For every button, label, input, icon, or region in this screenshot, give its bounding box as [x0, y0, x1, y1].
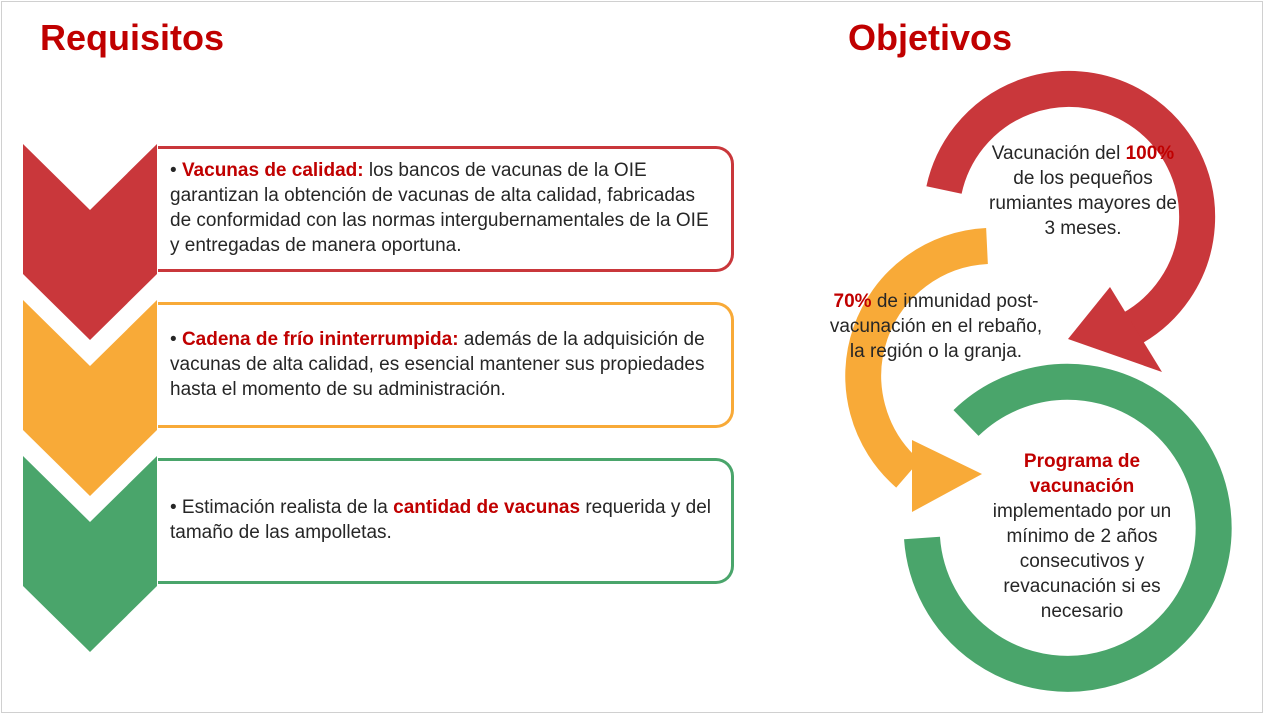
requirement-highlight-cold-chain: Cadena de frío ininterrumpida:: [181, 329, 459, 350]
requirement-before-quantity: Estimación realista de la: [176, 497, 394, 518]
requirement-highlight-quantity: cantidad de vacunas: [393, 497, 581, 518]
objective-highlight-100: 100%: [1125, 143, 1175, 164]
bullet: •: [170, 329, 177, 350]
requirement-body-cold-chain: además de la adquisición de vacunas de alta calidad, es esencial mantener sus propiedades hasta el momento de su administración.: [170, 329, 705, 400]
objective-after-70: de inmunidad post- vacunación en el rebaño, la región o la granja.: [829, 291, 1043, 362]
requisitos-title: Requisitos: [40, 17, 225, 58]
bullet: •: [170, 160, 177, 181]
requirement-highlight-quality: Vacunas de calidad:: [181, 160, 364, 181]
objective-after-100: de los pequeños rumiantes mayores de 3 meses.: [989, 168, 1177, 239]
objetivos-title: Objetivos: [848, 17, 1013, 58]
objective-vaccination-program: [972, 449, 1192, 624]
requirement-after-quantity: requerida y del tamaño de las ampolletas.: [170, 497, 712, 543]
objective-after-program: implementado por un mínimo de 2 años consecutivos y revacunación si es necesario: [992, 501, 1172, 622]
objective-immunity-70: [826, 289, 1046, 364]
bullet: •: [170, 497, 177, 518]
objective-vaccination-100: [988, 141, 1178, 241]
objective-before-100: Vacunación del: [991, 143, 1126, 164]
objective-highlight-70: 70%: [833, 291, 872, 312]
requirement-body-quality: los bancos de vacunas de la OIE garantizan la obtención de vacunas de alta calidad, fabricadas de conformidad con las normas intergubernamentales de la OIE y entregadas de manera oportuna.: [170, 160, 709, 256]
objective-highlight-program: Programa de vacunación: [1023, 451, 1141, 497]
